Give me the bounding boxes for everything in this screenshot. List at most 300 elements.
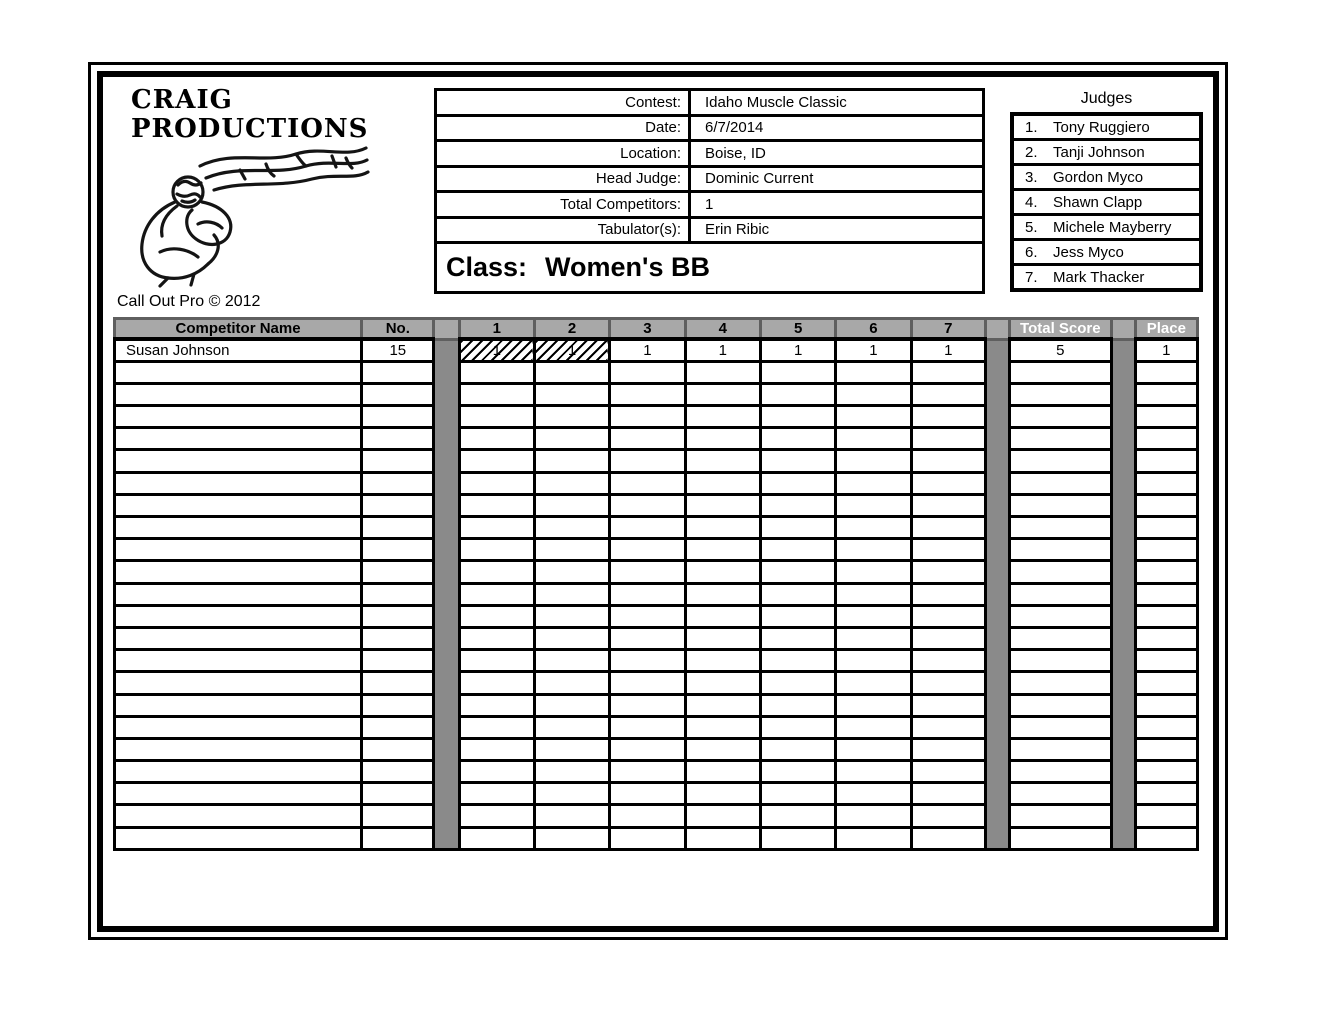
judge-score-cell — [459, 428, 534, 450]
competitor-name-cell — [115, 761, 362, 783]
competitor-no-cell — [362, 361, 434, 383]
judge-score-cell — [836, 805, 911, 827]
empty-row — [115, 738, 1198, 760]
total-score-cell: 5 — [1010, 339, 1111, 361]
judge-score-cell — [836, 517, 911, 539]
contest-info-value: 6/7/2014 — [688, 117, 982, 140]
judge-score-cell — [760, 450, 835, 472]
competitor-row — [115, 339, 1198, 361]
competitor-name-cell — [115, 605, 362, 627]
separator-cell — [434, 650, 459, 672]
judge-score-cell — [610, 494, 685, 516]
place-cell — [1135, 672, 1197, 694]
separator-cell — [1111, 716, 1135, 738]
total-score-cell — [1010, 694, 1111, 716]
place-cell — [1135, 561, 1197, 583]
empty-row — [115, 472, 1198, 494]
judge-score-cell — [760, 694, 835, 716]
judge-score-cell — [911, 428, 985, 450]
col-header-total-score: Total Score — [1010, 319, 1111, 340]
separator-cell — [1111, 650, 1135, 672]
place-cell — [1135, 805, 1197, 827]
competitor-no-cell — [362, 494, 434, 516]
total-score-cell — [1010, 517, 1111, 539]
separator-cell — [1111, 472, 1135, 494]
judge-row — [1014, 166, 1199, 191]
separator-cell — [434, 583, 459, 605]
separator-cell — [434, 517, 459, 539]
separator-cell — [1111, 694, 1135, 716]
separator-cell — [985, 383, 1009, 405]
judge-score-cell — [760, 783, 835, 805]
separator-cell — [1111, 561, 1135, 583]
judge-score-cell — [459, 783, 534, 805]
separator-cell — [434, 827, 459, 849]
judge-score-cell — [836, 627, 911, 649]
separator-cell — [434, 450, 459, 472]
place-cell — [1135, 761, 1197, 783]
total-score-cell — [1010, 494, 1111, 516]
judge-score-cell — [534, 827, 609, 849]
judge-score-cell — [911, 783, 985, 805]
judge-score-cell — [836, 583, 911, 605]
separator-cell — [985, 561, 1009, 583]
contest-info-label: Head Judge: — [595, 170, 681, 188]
empty-row — [115, 716, 1198, 738]
separator-cell — [1111, 605, 1135, 627]
judge-score-cell — [760, 672, 835, 694]
judge-score-cell — [760, 494, 835, 516]
separator-cell — [434, 561, 459, 583]
judge-score-cell — [610, 383, 685, 405]
judge-score-cell — [760, 539, 835, 561]
separator-cell — [985, 650, 1009, 672]
contest-info-label: Contest: — [625, 93, 681, 111]
total-score-cell — [1010, 627, 1111, 649]
judge-score-cell — [459, 805, 534, 827]
separator-cell — [1111, 450, 1135, 472]
judge-score-cell — [459, 494, 534, 516]
separator-cell — [985, 627, 1009, 649]
judge-score-cell — [610, 694, 685, 716]
contest-info-value: Dominic Current — [688, 168, 982, 191]
place-cell — [1135, 738, 1197, 760]
contest-info-rows — [437, 91, 982, 244]
judge-score-cell — [610, 738, 685, 760]
place-cell — [1135, 406, 1197, 428]
separator-cell — [985, 783, 1009, 805]
separator-cell — [1111, 383, 1135, 405]
judge-score-cell — [760, 627, 835, 649]
judge-score-cell — [610, 539, 685, 561]
judge-score-cell — [534, 694, 609, 716]
judge-score-cell — [459, 827, 534, 849]
judge-score-cell — [534, 428, 609, 450]
competitor-no-cell — [362, 805, 434, 827]
class-label: Class: — [446, 252, 528, 282]
judge-score-cell — [459, 539, 534, 561]
judge-score-cell — [534, 583, 609, 605]
total-score-cell — [1010, 805, 1111, 827]
class-row — [437, 244, 982, 291]
judge-score-cell — [459, 627, 534, 649]
empty-row — [115, 494, 1198, 516]
judge-score-cell — [610, 583, 685, 605]
judge-score-cell — [760, 738, 835, 760]
judge-score-cell — [911, 827, 985, 849]
place-cell — [1135, 539, 1197, 561]
empty-row — [115, 428, 1198, 450]
separator-cell — [985, 539, 1009, 561]
logo-line-2: PRODUCTIONS — [131, 114, 369, 144]
judge-score-cell — [836, 738, 911, 760]
judge-score-cell — [836, 494, 911, 516]
total-score-cell — [1010, 716, 1111, 738]
competitor-name-cell: Susan Johnson — [115, 339, 362, 361]
separator-cell — [1111, 672, 1135, 694]
judge-score-cell — [459, 605, 534, 627]
col-header-competitor-name: Competitor Name — [115, 319, 362, 340]
competitor-name-cell — [115, 583, 362, 605]
empty-row — [115, 605, 1198, 627]
empty-row — [115, 672, 1198, 694]
col-header-judge-2: 2 — [534, 319, 609, 340]
judge-score-cell — [534, 450, 609, 472]
judge-score-cell — [836, 472, 911, 494]
judge-number: 4. — [1025, 193, 1038, 211]
judge-row — [1014, 241, 1199, 266]
judge-score-cell — [459, 583, 534, 605]
judge-score-cell — [911, 561, 985, 583]
judge-score-cell — [610, 650, 685, 672]
judges-panel — [1010, 112, 1203, 292]
separator-cell — [434, 472, 459, 494]
empty-row — [115, 805, 1198, 827]
contest-info-row — [437, 219, 982, 245]
place-cell — [1135, 472, 1197, 494]
judge-score-cell — [760, 761, 835, 783]
separator-cell — [1111, 583, 1135, 605]
judge-score-cell — [610, 472, 685, 494]
separator-cell — [434, 738, 459, 760]
contest-info-value: Boise, ID — [688, 142, 982, 165]
judge-score-cell — [685, 650, 760, 672]
judge-score-cell — [685, 494, 760, 516]
judge-number: 5. — [1025, 218, 1038, 236]
competitor-no-cell: 15 — [362, 339, 434, 361]
separator-cell — [985, 583, 1009, 605]
separator-cell — [1111, 738, 1135, 760]
score-table-wrap — [113, 317, 1199, 851]
judge-score-cell — [911, 383, 985, 405]
score-table — [113, 317, 1199, 851]
total-score-cell — [1010, 583, 1111, 605]
contest-info-row — [437, 91, 982, 117]
place-cell — [1135, 627, 1197, 649]
judge-score-cell — [685, 716, 760, 738]
judge-name: Tanji Johnson — [1053, 143, 1145, 161]
empty-row — [115, 761, 1198, 783]
judge-score-cell — [836, 450, 911, 472]
copyright-text: Call Out Pro © 2012 — [117, 293, 261, 310]
separator-cell — [1111, 805, 1135, 827]
competitor-no-cell — [362, 716, 434, 738]
judge-score-cell — [911, 494, 985, 516]
competitor-no-cell — [362, 517, 434, 539]
competitor-name-cell — [115, 672, 362, 694]
empty-row — [115, 517, 1198, 539]
contest-info-table — [434, 88, 985, 294]
judge-score-cell — [760, 716, 835, 738]
judge-score-cell — [836, 716, 911, 738]
separator-cell — [1111, 428, 1135, 450]
judge-score-cell — [836, 539, 911, 561]
judge-score-cell — [534, 561, 609, 583]
separator-cell — [434, 694, 459, 716]
contest-info-row — [437, 117, 982, 143]
judge-score-cell — [685, 383, 760, 405]
place-cell — [1135, 694, 1197, 716]
judge-score-cell — [610, 783, 685, 805]
judge-score-cell — [911, 672, 985, 694]
judge-score-cell — [911, 472, 985, 494]
judge-score-cell — [836, 406, 911, 428]
contest-info-value: Erin Ribic — [688, 219, 982, 242]
judge-score-cell — [459, 738, 534, 760]
judge-score-cell — [760, 583, 835, 605]
judge-score-cell — [459, 694, 534, 716]
separator-cell — [1111, 783, 1135, 805]
total-score-cell — [1010, 361, 1111, 383]
judge-score-cell — [836, 761, 911, 783]
judge-number: 3. — [1025, 168, 1038, 186]
empty-row — [115, 561, 1198, 583]
place-cell — [1135, 583, 1197, 605]
judge-score-cell — [911, 805, 985, 827]
competitor-name-cell — [115, 650, 362, 672]
judge-score-cell — [685, 694, 760, 716]
judges-title: Judges — [1080, 90, 1133, 107]
place-cell — [1135, 450, 1197, 472]
place-cell — [1135, 517, 1197, 539]
judge-score-cell — [760, 561, 835, 583]
judge-score-cell — [610, 450, 685, 472]
judge-score-cell — [534, 650, 609, 672]
competitor-no-cell — [362, 561, 434, 583]
judge-score-cell — [685, 761, 760, 783]
empty-row — [115, 406, 1198, 428]
judge-score-cell — [685, 738, 760, 760]
competitor-no-cell — [362, 383, 434, 405]
judge-score-cell — [459, 517, 534, 539]
judge-score-cell — [610, 827, 685, 849]
judge-score-cell — [911, 583, 985, 605]
header-separator — [434, 319, 459, 340]
competitor-name-cell — [115, 694, 362, 716]
competitor-name-cell — [115, 361, 362, 383]
competitor-name-cell — [115, 428, 362, 450]
empty-row — [115, 694, 1198, 716]
judge-score-cell — [459, 716, 534, 738]
empty-row — [115, 583, 1198, 605]
separator-cell — [434, 406, 459, 428]
contest-info-value: 1 — [688, 193, 982, 216]
logo-line-1: CRAIG — [131, 85, 233, 115]
separator-cell — [1111, 517, 1135, 539]
judge-score-cell — [685, 605, 760, 627]
judge-name: Gordon Myco — [1053, 168, 1144, 186]
separator-cell — [985, 361, 1009, 383]
judge-score-cell — [760, 650, 835, 672]
judge-score-cell — [459, 361, 534, 383]
judge-score-cell — [685, 361, 760, 383]
judge-score-cell — [911, 716, 985, 738]
separator-cell — [985, 761, 1009, 783]
judge-score-cell — [836, 827, 911, 849]
competitor-no-cell — [362, 428, 434, 450]
judge-score-cell — [459, 472, 534, 494]
judge-score-cell — [836, 605, 911, 627]
judge-number: 7. — [1025, 268, 1038, 286]
separator-cell — [985, 406, 1009, 428]
competitor-name-cell — [115, 517, 362, 539]
contest-info-row — [437, 142, 982, 168]
total-score-cell — [1010, 783, 1111, 805]
place-cell — [1135, 494, 1197, 516]
judge-score-cell — [610, 406, 685, 428]
judge-score-cell — [911, 539, 985, 561]
judge-score-cell — [610, 361, 685, 383]
separator-cell — [434, 383, 459, 405]
judge-score-cell — [534, 406, 609, 428]
total-score-cell — [1010, 561, 1111, 583]
judge-score-cell — [836, 650, 911, 672]
separator-cell — [985, 428, 1009, 450]
place-cell — [1135, 783, 1197, 805]
judge-score-cell — [911, 627, 985, 649]
col-header-judge-7: 7 — [911, 319, 985, 340]
place-cell — [1135, 650, 1197, 672]
judge-score-cell — [911, 406, 985, 428]
hatched-score-cell: 1 — [459, 339, 534, 361]
header-separator — [1111, 319, 1135, 340]
judge-score-cell — [610, 716, 685, 738]
place-cell: 1 — [1135, 339, 1197, 361]
judge-number: 2. — [1025, 143, 1038, 161]
separator-cell — [434, 805, 459, 827]
competitor-no-cell — [362, 827, 434, 849]
separator-cell — [434, 361, 459, 383]
total-score-cell — [1010, 827, 1111, 849]
competitor-name-cell — [115, 783, 362, 805]
judge-name: Tony Ruggiero — [1053, 118, 1150, 136]
contest-info-row — [437, 193, 982, 219]
competitor-name-cell — [115, 738, 362, 760]
score-table-header-row — [115, 319, 1198, 340]
judge-score-cell: 1 — [836, 339, 911, 361]
separator-cell — [434, 716, 459, 738]
separator-cell — [1111, 339, 1135, 361]
judge-score-cell — [534, 716, 609, 738]
judge-score-cell — [459, 672, 534, 694]
judge-score-cell — [459, 650, 534, 672]
separator-cell — [434, 783, 459, 805]
contest-info-label: Location: — [620, 144, 681, 162]
empty-row — [115, 539, 1198, 561]
place-cell — [1135, 827, 1197, 849]
competitor-name-cell — [115, 827, 362, 849]
judge-score-cell — [760, 605, 835, 627]
separator-cell — [985, 472, 1009, 494]
judge-score-cell — [610, 761, 685, 783]
separator-cell — [985, 605, 1009, 627]
judge-score-cell — [534, 761, 609, 783]
judge-name: Michele Mayberry — [1053, 218, 1172, 236]
judge-score-cell — [610, 627, 685, 649]
place-cell — [1135, 383, 1197, 405]
separator-cell — [985, 694, 1009, 716]
judge-score-cell — [911, 694, 985, 716]
judge-row — [1014, 141, 1199, 166]
total-score-cell — [1010, 605, 1111, 627]
competitor-no-cell — [362, 694, 434, 716]
judge-score-cell — [534, 361, 609, 383]
judge-score-cell — [685, 583, 760, 605]
judge-score-cell — [685, 428, 760, 450]
competitor-no-cell — [362, 783, 434, 805]
judge-score-cell — [836, 361, 911, 383]
separator-cell — [1111, 827, 1135, 849]
hatched-score-cell: 1 — [534, 339, 609, 361]
empty-row — [115, 627, 1198, 649]
judge-score-cell — [534, 672, 609, 694]
competitor-name-cell — [115, 716, 362, 738]
separator-cell — [1111, 494, 1135, 516]
judge-name: Jess Myco — [1053, 243, 1124, 261]
empty-row — [115, 783, 1198, 805]
judge-row — [1014, 116, 1199, 141]
total-score-cell — [1010, 738, 1111, 760]
competitor-name-cell — [115, 406, 362, 428]
separator-cell — [434, 605, 459, 627]
bodybuilder-figure-illustration — [114, 136, 372, 288]
judge-row — [1014, 191, 1199, 216]
judge-score-cell — [685, 406, 760, 428]
judge-score-cell — [836, 383, 911, 405]
judge-score-cell — [836, 561, 911, 583]
judge-score-cell — [459, 561, 534, 583]
col-header-place: Place — [1135, 319, 1197, 340]
col-header-judge-4: 4 — [685, 319, 760, 340]
total-score-cell — [1010, 406, 1111, 428]
place-cell — [1135, 361, 1197, 383]
judge-score-cell — [534, 738, 609, 760]
contest-info-row — [437, 168, 982, 194]
competitor-name-cell — [115, 383, 362, 405]
judge-score-cell — [911, 450, 985, 472]
judge-score-cell — [610, 605, 685, 627]
class-value: Women's BB — [545, 252, 710, 282]
judge-score-cell — [685, 517, 760, 539]
judge-score-cell — [911, 650, 985, 672]
separator-cell — [985, 716, 1009, 738]
place-cell — [1135, 716, 1197, 738]
judge-score-cell — [459, 383, 534, 405]
competitor-no-cell — [362, 472, 434, 494]
judge-score-cell — [685, 805, 760, 827]
competitor-no-cell — [362, 583, 434, 605]
judge-score-cell — [534, 783, 609, 805]
